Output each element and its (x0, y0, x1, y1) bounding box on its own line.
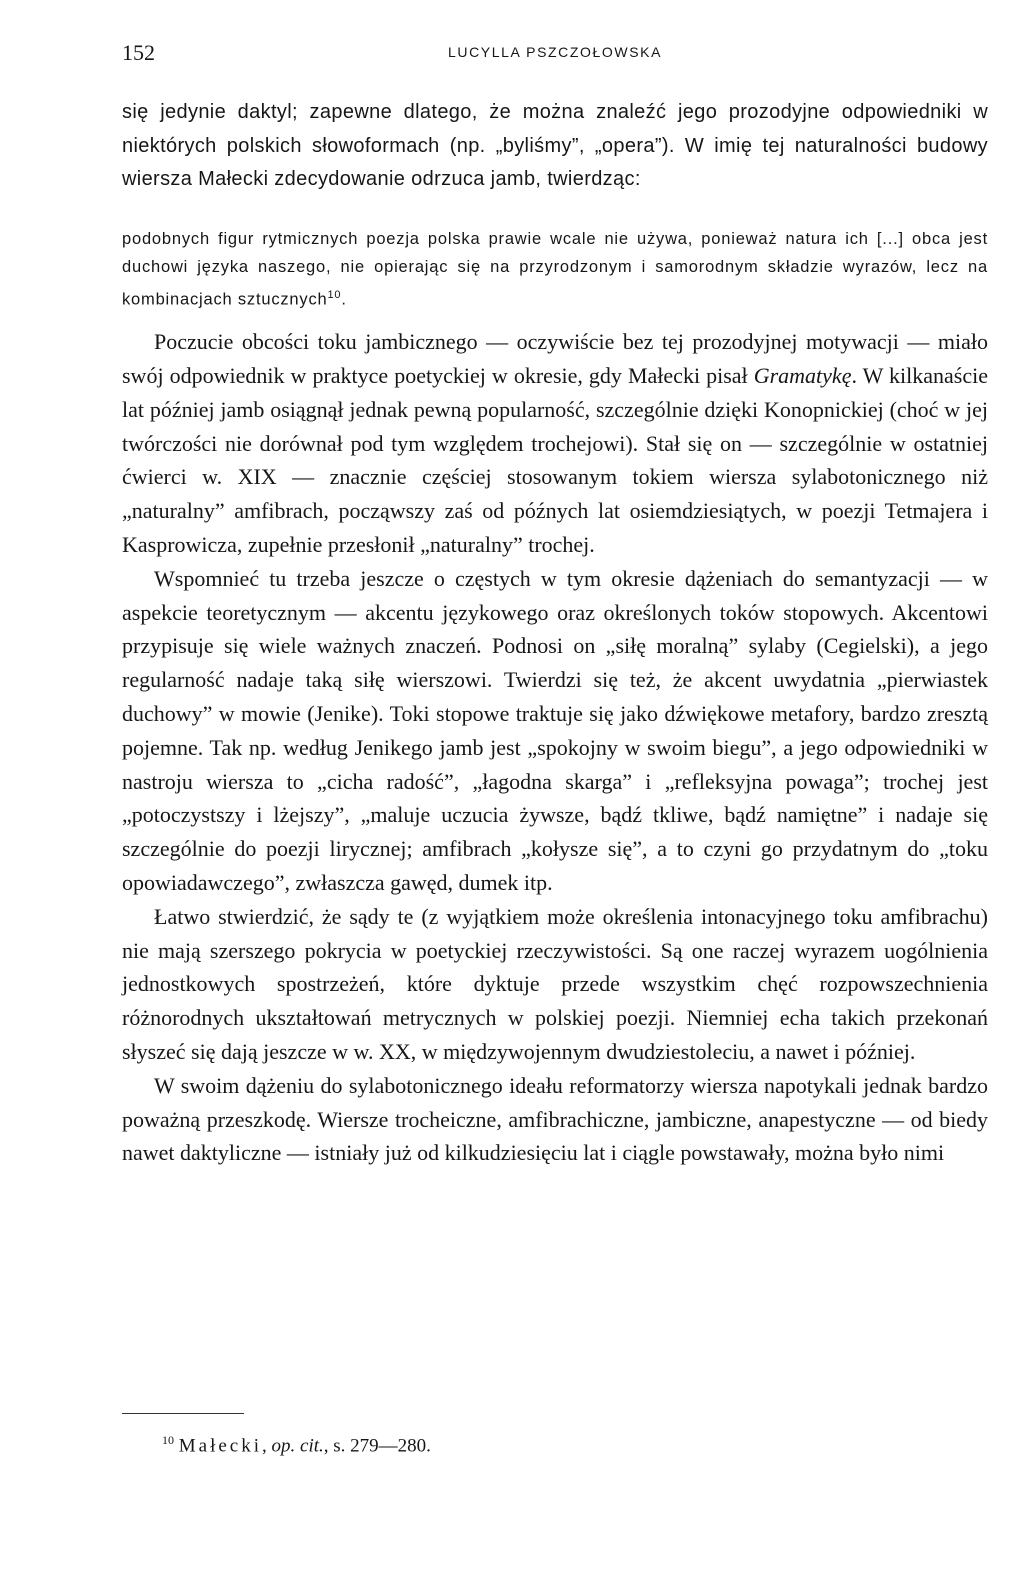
quote-end: . (341, 290, 347, 309)
paragraph-3: Wspomnieć tu trzeba jeszcze o częstych w tym okresie dążeniach do semantyzacji — w aspekcie teoretycznym — akcentu językowego oraz określonych toków stopowych. Akcentowi przypisuje się wiele ważnych znaczeń. Podnosi on „siłę moralną” sylaby (Cegielski), a jego regularność nadaje taką siłę wierszowi. Twierdzi się też, że akcent uwydatnia „pierwiastek duchowy” w mowie (Jenike). Toki stopowe traktuje się jako dźwiękowe metafory, bardzo zresztą pojemne. Tak np. według Jenikego jamb jest „spokojny w swoim biegu”, a jego odpowiedniki w nastroju wiersza to „cicha radość”, „łagodna skarga” i „refleksyjna powaga”; trochej jest „potoczystszy i lżejszy”, „maluje uczucia żywsze, bądź tkliwe, bądź namiętne” i nadaje się szczególnie do poezji lirycznej; amfibrach „kołysze się”, a to czyni go przydatnym do „toku opowiadawczego”, zwłaszcza gawęd, dumek itp. (122, 565, 988, 896)
footnote-divider (122, 1413, 244, 1414)
body-text (122, 96, 988, 1170)
paragraph-2 (122, 325, 988, 562)
footnote (162, 1433, 431, 1457)
running-head: LUCYLLA PSZCZOŁOWSKA (447, 44, 663, 60)
page-header (122, 40, 988, 70)
quote-text: podobnych figur rytmicznych poezja polska prawie wcale nie używa, ponieważ natura ich [...] obca jest duchowi języka naszego, nie opierając się na przyrodzonym i samorodnym składzie wyrazów, lecz na kombinacjach sztucznych (122, 229, 988, 309)
paragraph-2-end: . W kilkanaście lat później jamb osiągnął jednak pewną popularność, szczególnie dzięki Konopnickiej (choć w jej twórczości nie dorównał pod tym względem trochejowi). Stał się on — szczególnie w ostatniej ćwierci w. XIX — znacznie częściej stosowanym tokiem wiersza sylabotonicznego niż „naturalny” amfibrach, począwszy zaś od późnych lat osiemdziesiątych, w poezji Tetmajera i Kasprowicza, zupełnie przesłonił „naturalny” trochej. (122, 363, 988, 558)
footnote-number: 10 (162, 1433, 174, 1447)
block-quote (122, 225, 988, 314)
footnote-comma: , (262, 1435, 272, 1457)
page-number: 152 (122, 40, 155, 65)
footnote-ref: 10 (327, 288, 342, 301)
footnote-author: Małecki (178, 1435, 263, 1457)
book-title: Gramatykę (753, 363, 852, 389)
paragraph-5: W swoim dążeniu do sylabotonicznego ideału reformatorzy wiersza napotykali jednak bardzo poważną przeszkodę. Wiersze trocheiczne, amfibrachiczne, jambiczne, anapestyczne — od biedy nawet daktyliczne — istniały już od kilkudziesięciu lat i ciągle powstawały, można było nimi (122, 1072, 988, 1166)
paragraph-2-start: Poczucie obcości toku jambicznego — oczywiście bez tej prozodyjnej motywacji — miało swój odpowiednik w praktyce poetyckiej w okresie, gdy Małecki pisał (122, 329, 988, 389)
footnote-pages: , s. 279—280. (323, 1435, 431, 1457)
paragraph-1: się jedynie daktyl; zapewne dlatego, że można znaleźć jego prozodyjne odpowiedniki w niektórych polskich słowoformach (np. „byliśmy”, „opera”). W imię tej naturalności budowy wiersza Małecki zdecydowanie odrzuca jamb, twierdząc: (122, 101, 988, 191)
footnote-cit: op. cit. (271, 1435, 324, 1457)
paragraph-4: Łatwo stwierdzić, że sądy te (z wyjątkiem może określenia intonacyjnego toku amfibrachu) nie mają szerszego pokrycia w poetyckiej rzeczywistości. Są one raczej wyrazem uogólnienia jednostkowych spostrzeżeń, które dyktuje przede wszystkim chęć rozpowszechnienia różnorodnych ukształtowań metrycznych w polskiej poezji. Niemniej echa takich przekonań słyszeć się dają jeszcze w w. XX, w międzywojennym dwudziestoleciu, a nawet i później. (122, 903, 988, 1065)
